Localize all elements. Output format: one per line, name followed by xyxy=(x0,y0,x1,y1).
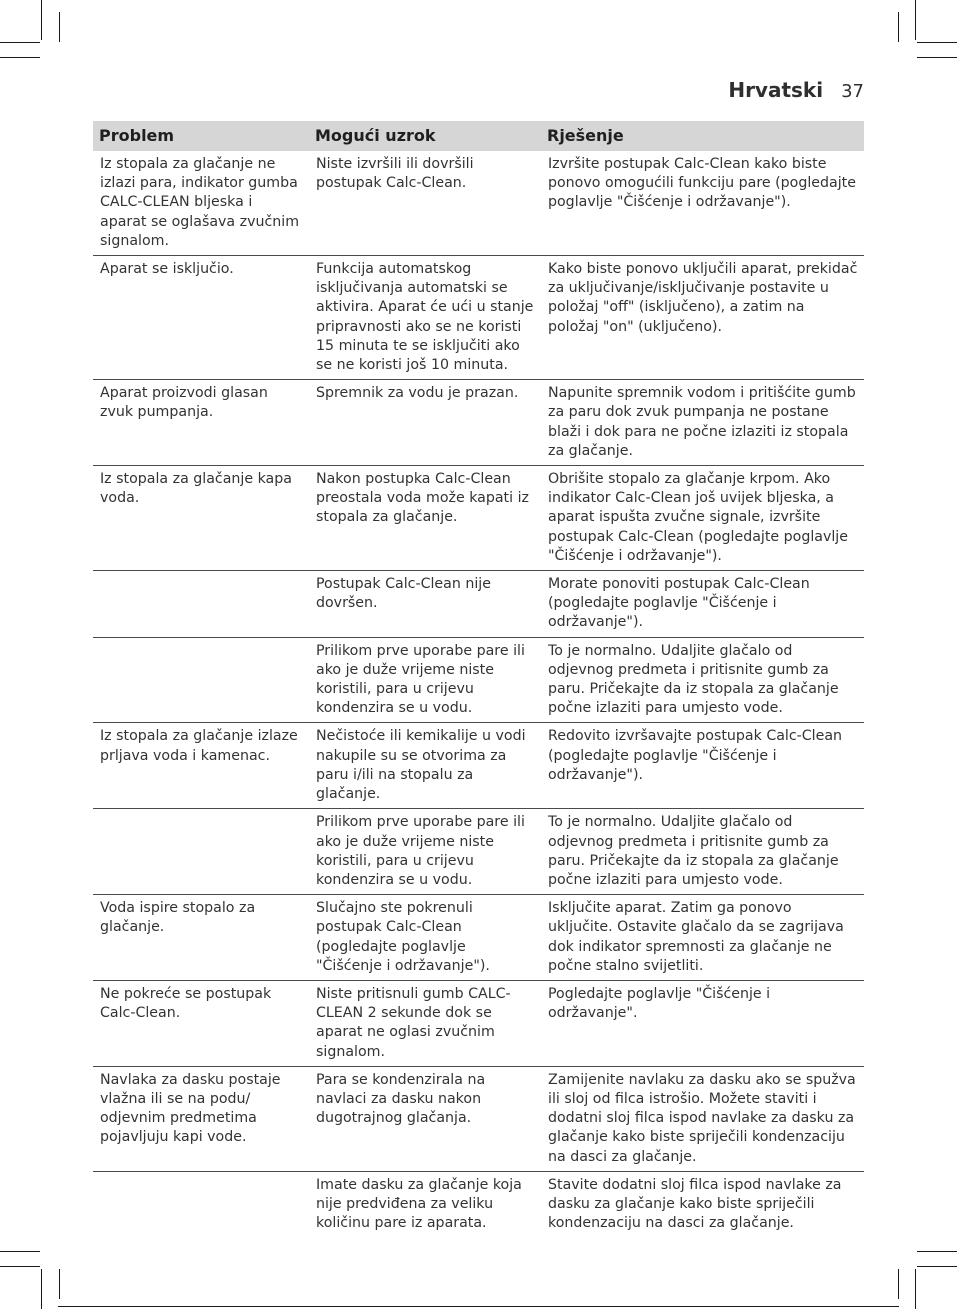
crop-mark xyxy=(898,1269,899,1299)
troubleshooting-table xyxy=(93,121,864,1237)
crop-mark xyxy=(59,1269,60,1299)
table-row xyxy=(93,980,864,1066)
table-body xyxy=(93,151,864,1237)
crop-mark xyxy=(41,1269,42,1309)
cell-cause: Funkcija automatskog isključivanja automatski se aktivira. Aparat će ući u stanje pripravnosti ako se ne koristi 15 minuta te se isključiti ako se ne koristi još 10 minuta. xyxy=(316,261,534,374)
table-row xyxy=(93,1066,864,1171)
table-row xyxy=(93,256,864,380)
cell-problem xyxy=(93,637,309,723)
cell-problem: Voda ispire stopalo za glačanje. xyxy=(100,900,256,936)
table-row xyxy=(93,380,864,466)
cell-cause: Postupak Calc-Clean nije dovršen. xyxy=(316,576,491,612)
cell-solution: Obrišite stopalo za glačanje krpom. Ako indikator Calc-Clean još uvijek bljeska, a aparat ispušta zvučne signale, izvršite postupak Calc-Clean (pogledajte poglavlje "Čišćenje i održavanje"). xyxy=(548,471,848,564)
cell-problem: Navlaka za dasku postaje vlažna ili se na podu/ odjevnim predmetima pojavljuju kapi vode. xyxy=(100,1071,281,1146)
cell-problem: Iz stopala za glačanje ne izlazi para, indikator gumba CALC-CLEAN bljeska i aparat se oglašava zvučnim signalom. xyxy=(100,156,300,249)
cell-problem xyxy=(93,809,309,895)
table-row xyxy=(93,895,864,981)
cell-solution: To je normalno. Udaljite glačalo od odjevnog predmeta i pritisnite gumb za paru. Pričekajte da iz stopala za glačanje počne izlaziti para umjesto vode. xyxy=(548,814,839,888)
cell-solution: Stavite dodatni sloj filca ispod navlake za dasku za glačanje kako biste spriječili kondenzaciju na dasci za glačanje. xyxy=(548,1176,842,1232)
table-row xyxy=(93,809,864,895)
cell-cause: Nečistoće ili kemikalije u vodi nakupile su se otvorima za paru i/ili na stopalu za glačanje. xyxy=(316,728,526,803)
cell-problem: Aparat se isključio. xyxy=(100,261,234,278)
cell-problem xyxy=(93,1171,309,1237)
crop-mark xyxy=(0,1251,40,1252)
column-header-solution: Rješenje xyxy=(541,121,864,151)
cell-problem xyxy=(93,571,309,638)
cell-cause: Imate dasku za glačanje koja nije predviđena za veliku količinu pare iz aparata. xyxy=(316,1176,522,1232)
crop-mark xyxy=(0,1266,40,1267)
cell-cause: Nakon postupka Calc-Clean preostala voda može kapati iz stopala za glačanje. xyxy=(316,471,529,526)
cell-solution: Izvršite postupak Calc-Clean kako biste ponovo omogućili funkciju pare (pogledajte poglavlje "Čišćenje i održavanje"). xyxy=(548,156,856,211)
cell-solution: Morate ponoviti postupak Calc-Clean (pogledajte poglavlje "Čišćenje i održavanje"). xyxy=(548,576,810,631)
crop-mark xyxy=(0,42,40,43)
cell-cause: Prilikom prve uporabe pare ili ako je duže vrijeme niste koristili, para u crijevu kondenzira se u vodu. xyxy=(316,814,525,888)
page-bottom-rule xyxy=(58,1306,899,1307)
crop-mark xyxy=(915,0,916,40)
cell-cause: Para se kondenzirala na navlaci za dasku nakon dugotrajnog glačanja. xyxy=(316,1071,486,1127)
cell-solution: Kako biste ponovo uključili aparat, prekidač za uključivanje/isključivanje postavite u položaj "off" (isključeno), a zatim na položaj "on" (uključeno). xyxy=(548,261,858,335)
cell-solution: Napunite spremnik vodom i pritišćite gumb za paru dok zvuk pumpanja ne postane blaži i dok para ne počne izlaziti iz stopala za glačanje. xyxy=(548,385,856,459)
crop-mark xyxy=(59,12,60,42)
cell-solution: Pogledajte poglavlje "Čišćenje i održavanje". xyxy=(548,985,771,1022)
crop-mark xyxy=(898,12,899,42)
crop-mark xyxy=(915,1269,916,1309)
table-header-row xyxy=(93,121,864,151)
cell-solution: Zamijenite navlaku za dasku ako se spužva ili sloj od filca istrošio. Možete staviti i dodatni sloj filca ispod navlake za dasku za glačanje kako biste spriječili kondenzaciju na dasci za glačanje. xyxy=(548,1071,856,1165)
language-title: Hrvatski xyxy=(728,78,824,102)
cell-cause: Prilikom prve uporabe pare ili ako je duže vrijeme niste koristili, para u crijevu kondenzira se u vodu. xyxy=(316,642,525,717)
cell-solution: Isključite aparat. Zatim ga ponovo uključite. Ostavite glačalo da se zagrijava dok indikator spremnosti za glačanje ne počne stalno svijetliti. xyxy=(548,900,844,974)
crop-mark xyxy=(41,0,42,40)
page-header xyxy=(728,78,864,102)
table-row xyxy=(93,637,864,723)
column-header-problem: Problem xyxy=(93,121,309,151)
column-header-cause: Mogući uzrok xyxy=(309,121,541,151)
table-row xyxy=(93,1171,864,1237)
cell-solution: To je normalno. Udaljite glačalo od odjevnog predmeta i pritisnite gumb za paru. Pričekajte da iz stopala za glačanje počne izlaziti para umjesto vode. xyxy=(548,642,839,717)
table-row xyxy=(93,723,864,809)
cell-cause: Niste pritisnuli gumb CALC-CLEAN 2 sekunde dok se aparat ne oglasi zvučnim signalom. xyxy=(316,985,511,1060)
cell-cause: Slučajno ste pokrenuli postupak Calc-Clean (pogledajte poglavlje "Čišćenje i održavanje"). xyxy=(316,900,490,974)
crop-mark xyxy=(0,57,40,58)
cell-problem: Aparat proizvodi glasan zvuk pumpanja. xyxy=(100,385,268,421)
cell-problem: Iz stopala za glačanje kapa voda. xyxy=(100,471,292,507)
cell-cause: Niste izvršili ili dovršili postupak Calc-Clean. xyxy=(316,156,474,192)
cell-problem: Iz stopala za glačanje izlaze prljava voda i kamenac. xyxy=(100,728,298,764)
table-row xyxy=(93,151,864,256)
table-row xyxy=(93,466,864,571)
cell-solution: Redovito izvršavajte postupak Calc-Clean (pogledajte poglavlje "Čišćenje i održavanje"). xyxy=(548,728,843,783)
cell-problem: Ne pokreće se postupak Calc-Clean. xyxy=(100,985,272,1022)
crop-mark xyxy=(917,42,957,43)
crop-mark xyxy=(917,57,957,58)
crop-mark xyxy=(917,1266,957,1267)
page-number: 37 xyxy=(841,81,864,102)
crop-mark xyxy=(917,1251,957,1252)
cell-cause: Spremnik za vodu je prazan. xyxy=(316,385,519,402)
table-row xyxy=(93,571,864,638)
